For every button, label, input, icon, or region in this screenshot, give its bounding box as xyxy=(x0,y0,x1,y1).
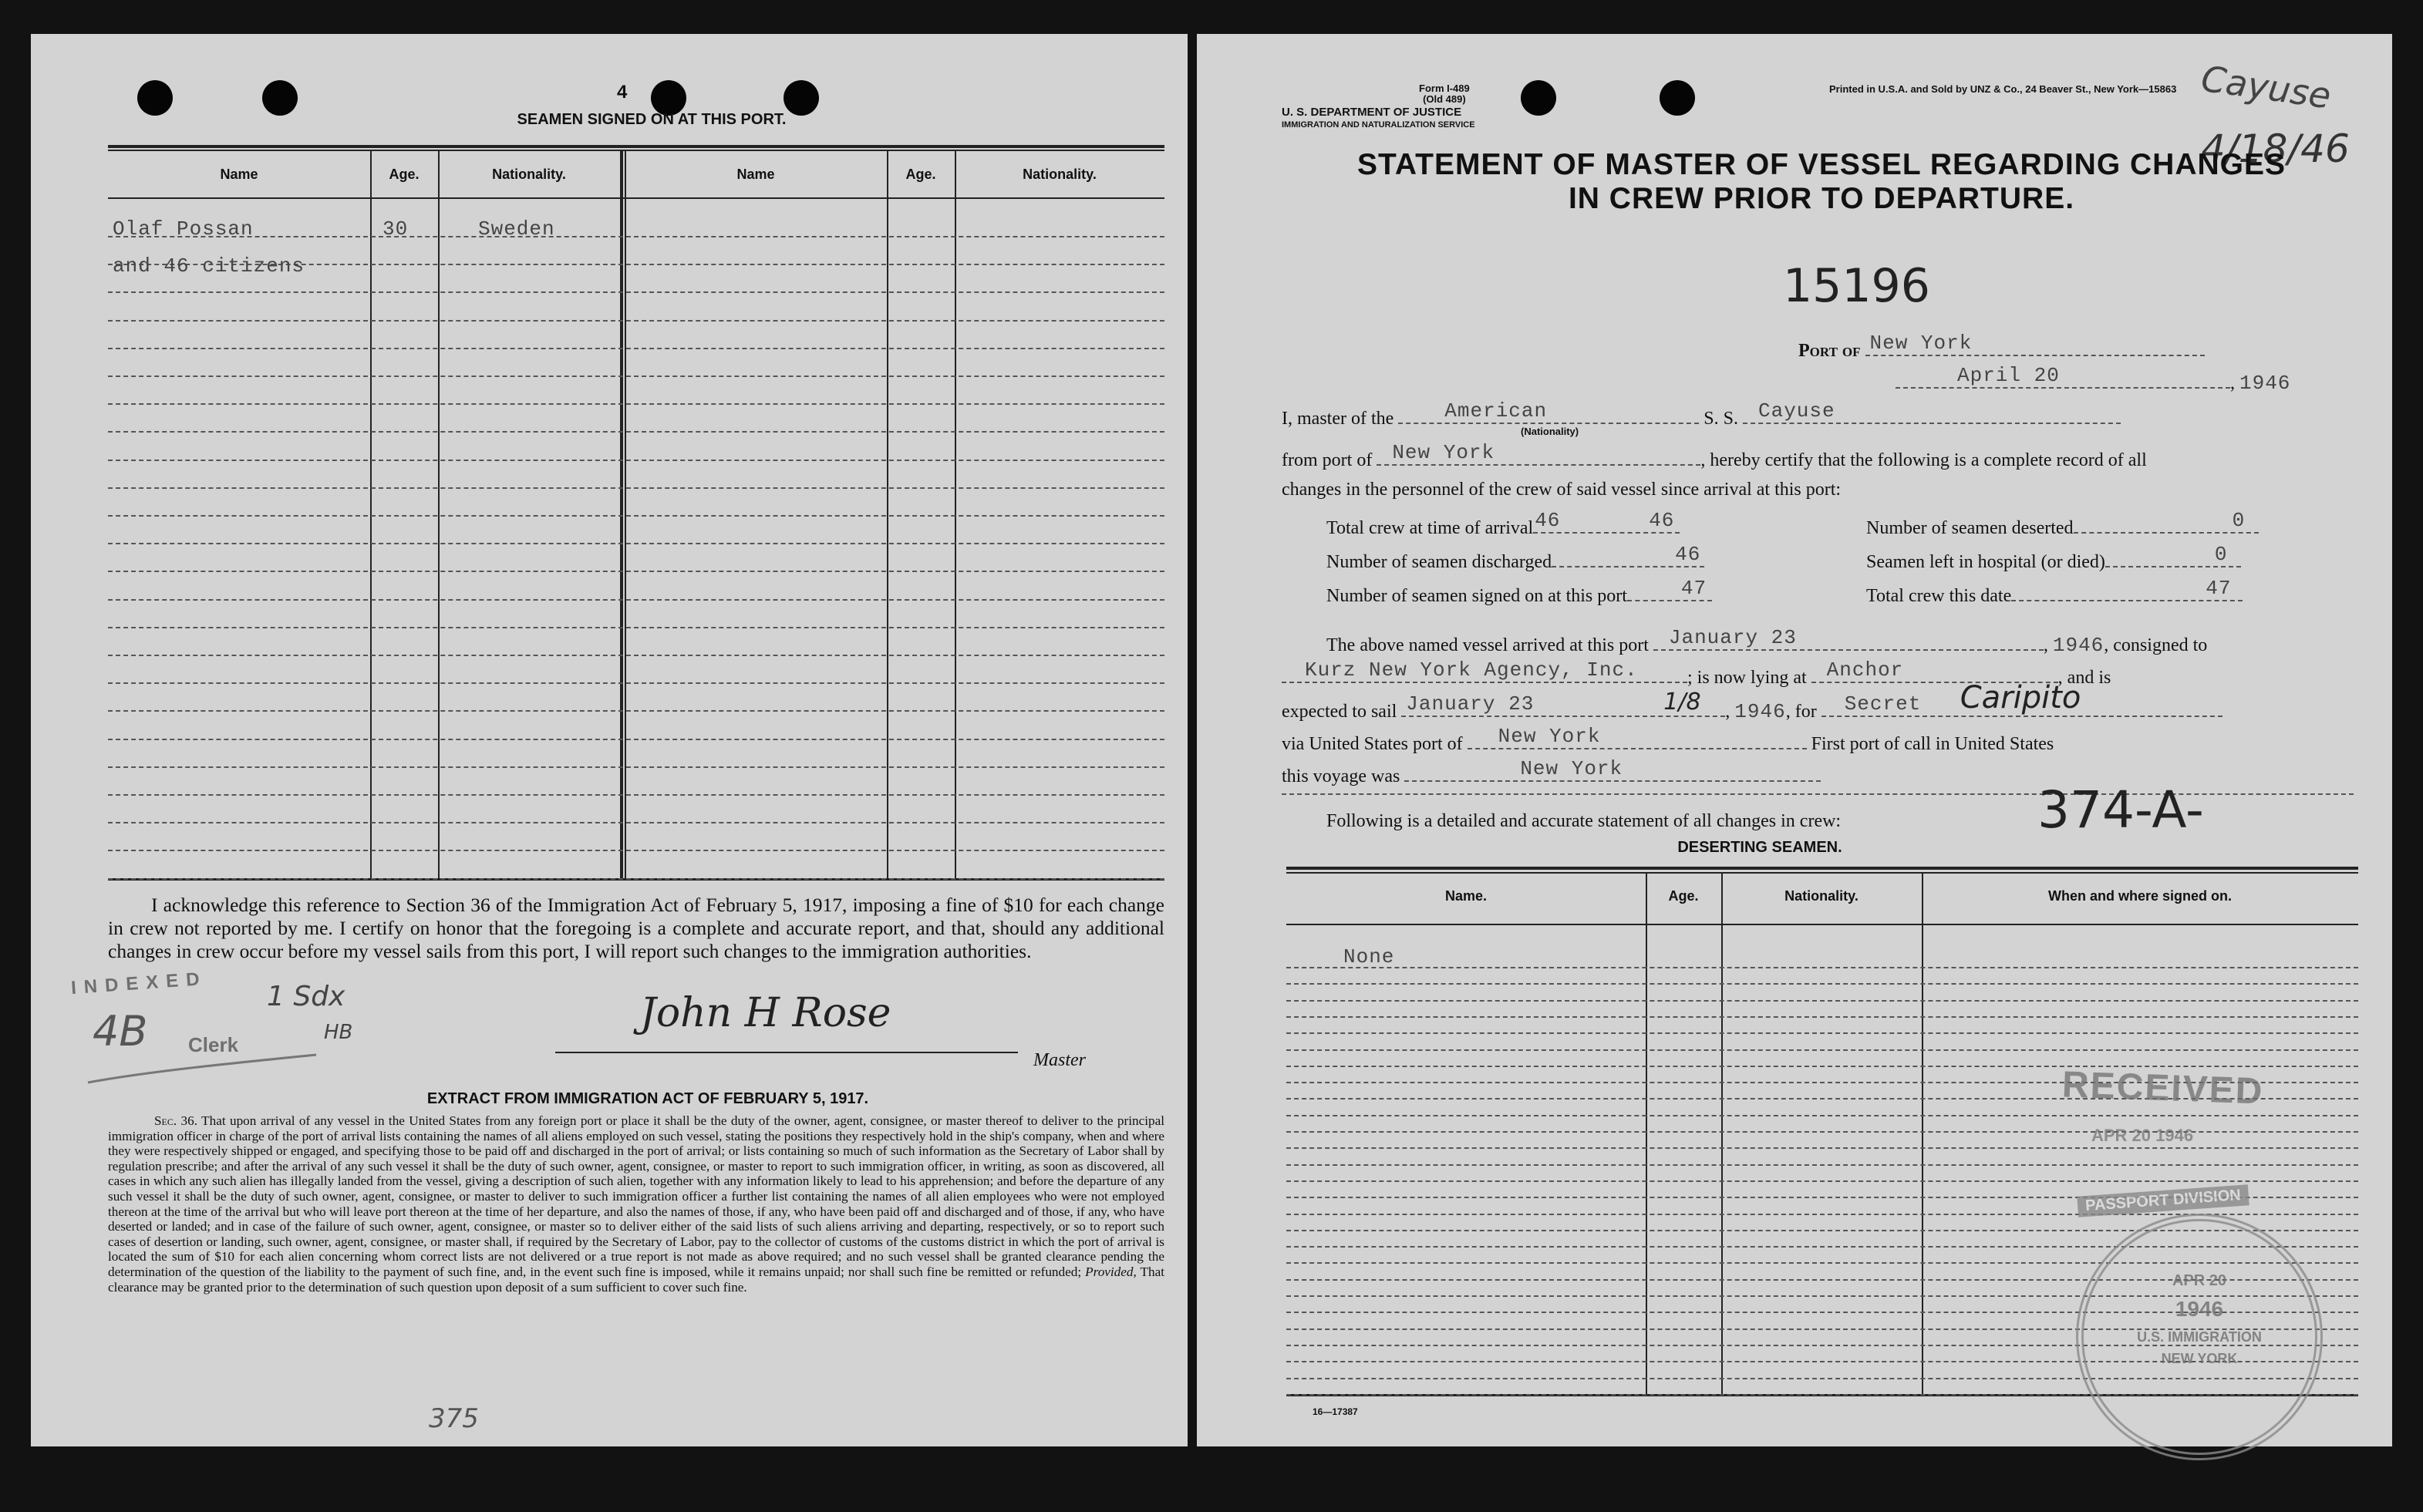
ruled-line xyxy=(1286,1164,2358,1166)
section-title: SEAMEN SIGNED ON AT THIS PORT. xyxy=(517,111,787,128)
ruled-line xyxy=(108,236,1164,237)
via-label: via United States port of xyxy=(1282,734,1463,754)
deserting-name: None xyxy=(1343,945,1395,968)
right-page xyxy=(1197,34,2392,1446)
stat-prefill: 46 xyxy=(1535,509,1561,532)
arrived-year: 1946 xyxy=(2052,634,2105,657)
column-divider xyxy=(955,150,956,878)
page-number: 4 xyxy=(617,82,628,103)
stat-value: 0 xyxy=(2214,543,2228,566)
port-row xyxy=(1798,332,2205,362)
file-number: 15196 xyxy=(1783,259,1930,313)
column-divider xyxy=(887,150,888,878)
ruled-line xyxy=(108,487,1164,489)
ruled-line xyxy=(108,515,1164,517)
destination-typed: Secret xyxy=(1844,692,1922,716)
column-divider xyxy=(370,150,372,878)
stat-label: Number of seamen discharged xyxy=(1326,552,1552,572)
clerk-label: Clerk xyxy=(188,1033,239,1056)
column-header: When and where signed on. xyxy=(2047,888,2233,904)
deserting-title: DESERTING SEAMEN. xyxy=(1677,839,1842,856)
ruled-line xyxy=(1286,1115,2358,1116)
stat-value: 0 xyxy=(2232,509,2246,532)
column-divider xyxy=(1721,872,1723,1394)
stat-label: Total crew this date xyxy=(1866,586,2012,606)
column-header: Age. xyxy=(389,167,420,182)
proviso-text: That clearance may be granted prior to the determination of such question upon deposit of a sum sufficient to cover such fine. xyxy=(108,1264,1165,1295)
table-top-rule xyxy=(108,150,1164,151)
ruled-line xyxy=(108,599,1164,601)
ruled-line xyxy=(108,682,1164,684)
clerk-stamp-frame xyxy=(77,998,332,1090)
expected-label: expected to sail xyxy=(1282,702,1397,722)
punch-hole xyxy=(262,80,298,116)
sail-row: expected to sail January 23 1/8 , 1946, for Secret Caripito xyxy=(1282,697,2222,723)
arrived-row: The above named vessel arrived at this port January 23 , 1946, consigned to xyxy=(1326,626,2208,657)
column-header: Age. xyxy=(1668,888,1699,904)
ruled-line xyxy=(1286,1066,2358,1067)
ruled-line xyxy=(1286,1016,2358,1018)
ruled-line xyxy=(108,431,1164,433)
corner-note: Cayuse xyxy=(2199,57,2334,117)
clerk-mark: 4B xyxy=(93,1007,148,1056)
sail-value: January 23 xyxy=(1406,692,1535,716)
table-top-rule xyxy=(108,145,1164,148)
printer-line: Printed in U.S.A. and Sold by UNZ & Co., 24 Beaver St., New York—15863 xyxy=(1829,83,2177,95)
footer-code: 16—17387 xyxy=(1313,1406,1358,1417)
stat-value: 47 xyxy=(1680,577,1707,600)
service-name: IMMIGRATION AND NATURALIZATION SERVICE xyxy=(1282,120,1475,130)
date-value: April 20 xyxy=(1957,364,2060,387)
following-text: Following is a detailed and accurate statement of all changes in crew: xyxy=(1326,811,1842,831)
title-line: IN CREW PRIOR TO DEPARTURE. xyxy=(1568,182,2075,215)
column-header: Nationality. xyxy=(1023,167,1097,182)
ruled-line xyxy=(108,403,1164,405)
ruled-line xyxy=(1286,1180,2358,1182)
column-divider xyxy=(438,150,440,878)
nationality-caption: (Nationality) xyxy=(1521,426,1579,437)
clerk-initials: 1 Sdx xyxy=(267,981,345,1012)
via-row xyxy=(1282,725,2054,755)
reference-number: 374-A- xyxy=(2037,780,2204,840)
from-port-value: New York xyxy=(1392,441,1495,464)
voyage-value: New York xyxy=(1520,757,1623,780)
stat-label: Number of seamen deserted xyxy=(1866,518,2074,538)
master-signature: John H Rose xyxy=(640,990,891,1036)
form-title xyxy=(1282,148,2361,216)
clerk-initials: HB xyxy=(324,1021,353,1044)
stat-row xyxy=(1866,509,2259,539)
acknowledgment-text: I acknowledge this reference to Section 36 of the Immigration Act of February 5, 1917, imposing a fine of $10 for each change in crew not reported by me. I certify on honor that the foregoing is a complete and accurate report, and that, should any additional changes in crew occur before my vessel sails from this port, I will report such changes to the immigration authorities. xyxy=(108,894,1164,962)
voyage-row xyxy=(1282,757,1821,787)
date-row: April 20 , 1946 xyxy=(1896,369,2290,395)
ruled-line xyxy=(1286,967,2358,968)
proviso-word: Provided, xyxy=(1085,1264,1137,1279)
column-header: Name xyxy=(220,167,258,182)
voyage-label: this voyage was xyxy=(1282,766,1400,786)
arrived-label: The above named vessel arrived at this port xyxy=(1326,635,1649,655)
stat-value: 46 xyxy=(1649,509,1675,532)
year-value: 1946 xyxy=(2239,372,2291,395)
round-stamp-line: APR 20 xyxy=(2172,1272,2227,1289)
column-header: Nationality. xyxy=(492,167,566,182)
ruled-line xyxy=(108,571,1164,572)
signature-line xyxy=(555,1052,1018,1053)
port-value: New York xyxy=(1869,332,1973,355)
department-block xyxy=(1282,106,1475,131)
arrived-value: January 23 xyxy=(1668,626,1797,649)
section-body: That upon arrival of any vessel in the United States from any foreign port or place it shall be the duty of the owner, agent, consignee, or master thereof to deliver to the principal immigration officer in charge of the port of arrival lists containing the names of all aliens employed on such vessel, stating the positions they respectively hold in the ship's company, when and where they were respectively shipped or engaged, and specifying those to be paid off and discharged in the port of arrival; or lists containing so much of such information as the Secretary of Labor shall by regulation prescribe; and after the arrival of any such vessel it shall be the duty of such owner, agent, consignee, or master to report to such immigration officer, in writing, as soon as discovered, all cases in which any such alien has illegally landed from the vessel, giving a description of such alien, together with any information likely to lead to his apprehension; and before the departure of any such vessel it shall be the duty of such owner, agent, consignee, or master to deliver to such immigration officer a further list containing the names of all alien employees who were not employed thereon at the time of the arrival but who will leave port thereon at the time of her departure, and also the names of those, if any, who have been paid off and discharged and of those, if any, who have deserted or landed; and in case of the failure of such owner, agent, consignee, or master so to deliver either of the said lists of such aliens arriving and departing, respectively, or so to report such cases of desertion or landing, such owner, agent, consignee, or master shall, if required by the Secretary of Labor, pay to the collector of customs of the customs district in which the port of arrival is located the sum of $10 for each alien concerning whom correct lists are not delivered or a true report is not made as above required; and no such vessel shall be granted clearance pending the determination of the question of the liability to the payment of such fine, and, in the event such fine is imposed, while it remains unpaid; nor shall such fine be remitted or refunded; xyxy=(108,1113,1164,1279)
ruled-line xyxy=(108,710,1164,712)
received-stamp: RECEIVED xyxy=(2061,1064,2265,1113)
received-date: APR 20 1946 xyxy=(2091,1126,2194,1145)
sail-year: 1946 xyxy=(1734,700,1786,723)
ruled-line xyxy=(1286,983,2358,985)
consignee-value: Kurz New York Agency, Inc. xyxy=(1305,658,1638,682)
ship-name: Cayuse xyxy=(1757,399,1835,423)
ruled-line xyxy=(108,320,1164,322)
ruled-line xyxy=(1286,1032,2358,1034)
certify-text: , hereby certify that the following is a complete record of all xyxy=(1700,450,2147,470)
ruled-line xyxy=(108,543,1164,544)
page-mark: 375 xyxy=(429,1403,479,1434)
stat-row xyxy=(1326,577,1712,607)
ruled-line xyxy=(108,822,1164,823)
port-label: Port of xyxy=(1798,341,1861,361)
column-divider xyxy=(1922,872,1923,1394)
master-of-label: I, master of the xyxy=(1282,409,1394,429)
ruled-line xyxy=(1286,1049,2358,1051)
round-stamp xyxy=(2076,1214,2323,1460)
indexed-stamp: INDEXED xyxy=(70,968,208,999)
department-name: U. S. DEPARTMENT OF JUSTICE xyxy=(1282,106,1462,119)
stat-row xyxy=(1326,509,1680,539)
office-stamp: PASSPORT DIVISION xyxy=(2077,1184,2249,1217)
changes-text: changes in the personnel of the crew of said vessel since arrival at this port: xyxy=(1282,480,1842,500)
old-number-text: (Old 489) xyxy=(1423,93,1466,105)
lying-value: Anchor xyxy=(1826,658,1904,682)
column-header: Name xyxy=(736,167,775,182)
stat-row xyxy=(1866,543,2241,573)
row-age: 30 xyxy=(382,217,409,241)
section-label: Sec. 36. xyxy=(154,1113,198,1128)
column-divider xyxy=(625,150,626,878)
punch-hole xyxy=(137,80,173,116)
nationality-value: American xyxy=(1444,399,1548,423)
ruled-line xyxy=(108,291,1164,293)
for-label: , for xyxy=(1785,702,1817,722)
table-top-rule xyxy=(1286,872,2358,874)
ruled-line xyxy=(1286,1147,2358,1149)
first-port-label: First port of call in United States xyxy=(1811,734,2054,754)
title-line: STATEMENT OF MASTER OF VESSEL REGARDING CHANGES xyxy=(1356,148,2287,181)
round-stamp-line: 1946 xyxy=(2175,1297,2224,1321)
from-port-label: from port of xyxy=(1282,450,1373,470)
from-port-row xyxy=(1282,441,2147,471)
row-name: and 46 citizens xyxy=(113,254,305,278)
ruled-line xyxy=(108,850,1164,851)
left-page xyxy=(31,34,1188,1446)
ruled-line xyxy=(108,766,1164,768)
punch-hole xyxy=(1521,80,1556,116)
consigned-label: , consigned to xyxy=(2104,635,2208,655)
round-stamp-line: U.S. IMMIGRATION xyxy=(2137,1329,2262,1345)
column-header: Name. xyxy=(1444,888,1488,904)
ruled-line xyxy=(108,627,1164,628)
round-stamp-line: NEW YORK xyxy=(2161,1351,2238,1366)
row-name: Olaf Possan xyxy=(113,217,254,241)
destination-hand: Caripito xyxy=(1960,680,2081,716)
stat-label: Number of seamen signed on at this port xyxy=(1326,586,1627,606)
form-number-text: Form I-489 xyxy=(1419,83,1470,94)
master-label: Master xyxy=(1033,1050,1086,1070)
header-rule xyxy=(108,197,1164,199)
extract-title: EXTRACT FROM IMMIGRATION ACT OF FEBRUARY 5, 1917. xyxy=(426,1090,869,1107)
form-number xyxy=(1419,83,1470,105)
lying-label: ; is now lying at xyxy=(1687,668,1807,688)
table-top-rule xyxy=(1286,867,2358,870)
column-divider xyxy=(1646,872,1647,1394)
ruled-line xyxy=(1286,1131,2358,1133)
stat-row xyxy=(1866,577,2243,607)
and-is-label: , and is xyxy=(2057,668,2111,688)
section-36-text xyxy=(108,1113,1164,1295)
row-nationality: Sweden xyxy=(478,217,555,241)
stat-value: 46 xyxy=(1675,543,1701,566)
stat-row xyxy=(1326,543,1704,573)
ruled-line xyxy=(108,348,1164,349)
via-value: New York xyxy=(1498,725,1601,748)
stat-label: Seamen left in hospital (or died) xyxy=(1866,552,2105,572)
ruled-line xyxy=(108,794,1164,796)
ruled-line xyxy=(108,878,1164,880)
ruled-line xyxy=(108,739,1164,740)
ruled-line xyxy=(108,655,1164,656)
sail-hand-note: 1/8 xyxy=(1663,689,1701,716)
stat-label: Total crew at time of arrival xyxy=(1326,518,1534,538)
ruled-line xyxy=(108,460,1164,461)
column-header: Nationality. xyxy=(1784,888,1859,904)
corner-date: 4/18/46 xyxy=(2201,126,2350,171)
ruled-line xyxy=(1286,1000,2358,1002)
header-rule xyxy=(1286,924,2358,925)
ruled-line xyxy=(108,375,1164,377)
stat-value: 47 xyxy=(2206,577,2232,600)
column-header: Age. xyxy=(905,167,936,182)
ss-label: S. S. xyxy=(1704,409,1738,429)
master-of-row xyxy=(1282,399,2121,429)
punch-hole xyxy=(1660,80,1695,116)
column-divider xyxy=(620,150,623,878)
